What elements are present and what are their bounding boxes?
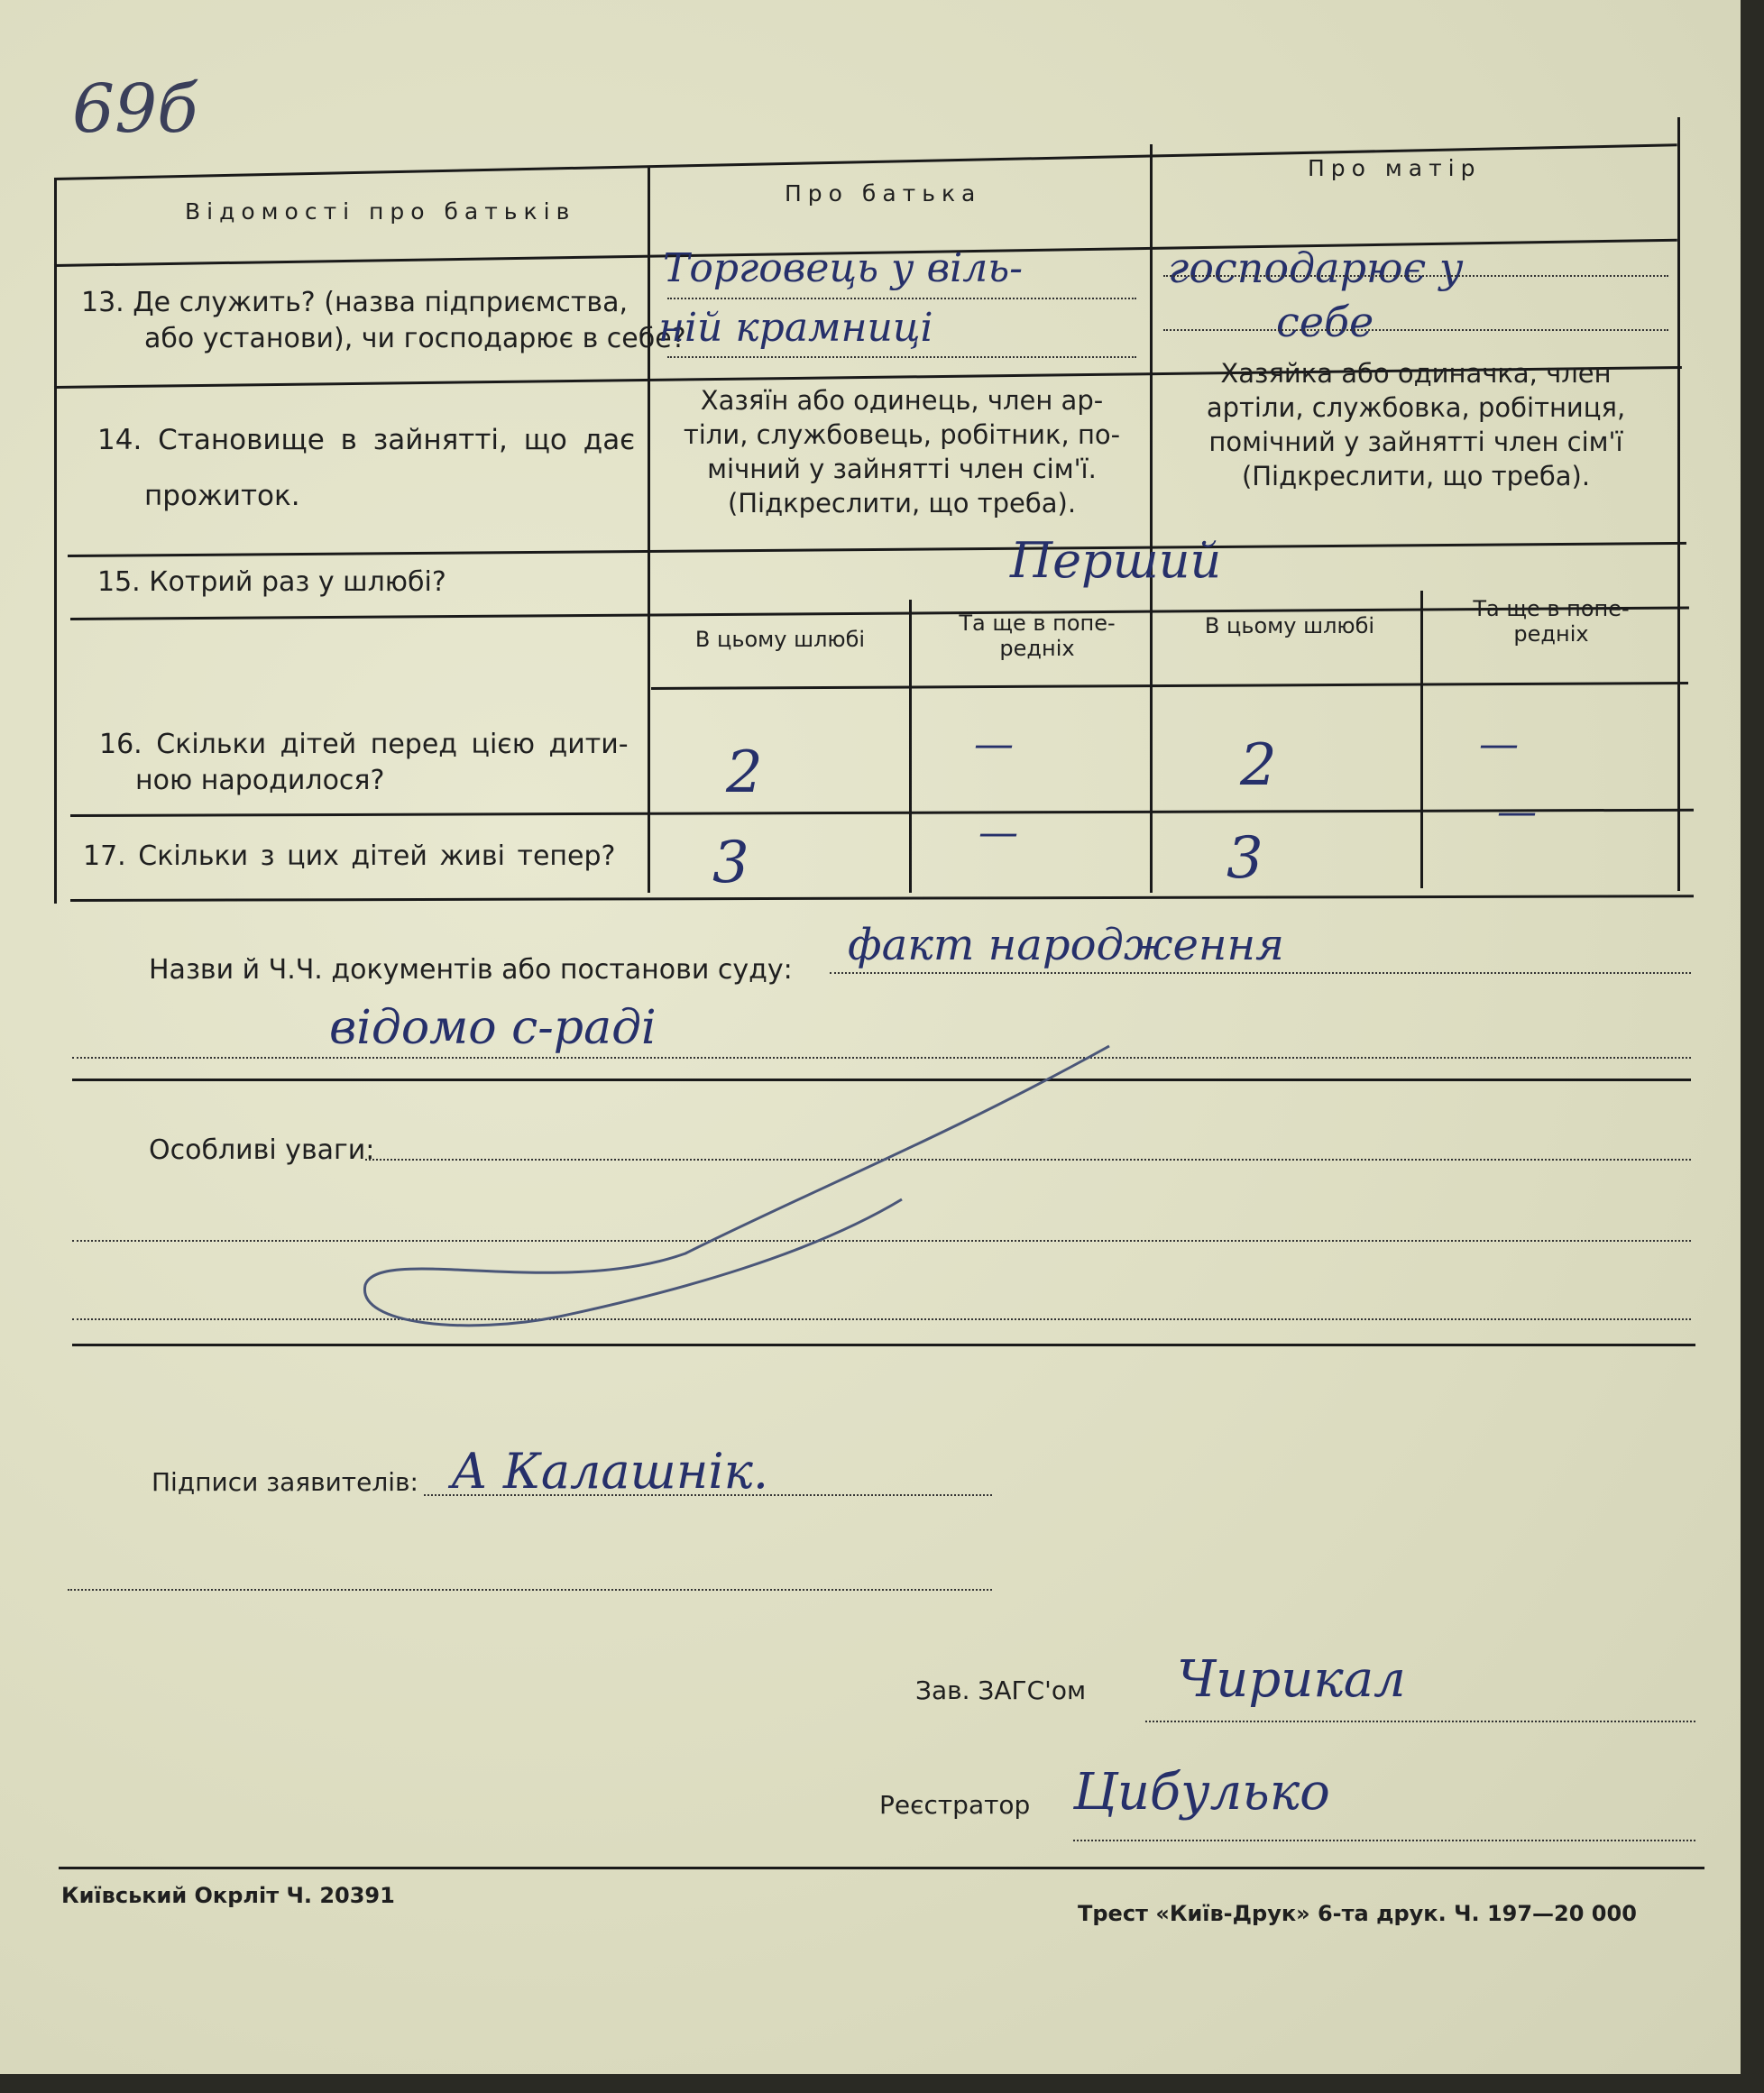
row16-mother-this: 2 [1240,732,1277,799]
row17-father-prev: — [978,810,1018,856]
row13-mother-value-line1: господарює у [1168,243,1464,292]
head-signature: Чирикал [1177,1650,1406,1709]
row15-value: Перший [1010,532,1222,589]
row15-label: 15. Котрий раз у шлюбі? [97,566,446,598]
documents-label: Назви й Ч.Ч. документів або постанови суду: [149,954,793,986]
row13-father-value-line1: Торговець у віль- [663,245,1024,291]
subheader-father-this-marriage: В цьому шлюбі [694,627,866,652]
subheader-mother-prev-line2: редніх [1513,621,1589,647]
row13-father-value-line2: ній крамниці [658,305,933,351]
subheader-mother-prev-line1: Та ще в попе- [1473,596,1630,621]
row17-label: 17. Скільки з цих дітей живі тепер? [83,840,616,872]
footer-right: Трест «Київ-Друк» 6-та друк. Ч. 197—20 000 [1078,1901,1637,1926]
subheader-father-prev-line1: Та ще в попе- [959,610,1116,636]
header-about-mother: Про матір [1308,155,1482,181]
head-label: Зав. ЗАГС'ом [915,1675,1087,1705]
row16-mother-prev: — [1479,721,1519,767]
section-divider-2 [72,1344,1695,1346]
registrar-signature: Цибулько [1073,1763,1330,1822]
subheader-mother-this-marriage: В цьому шлюбі [1204,613,1375,638]
row13-mother-value-line2: себе [1276,298,1374,346]
header-about-father: Про батька [785,180,982,207]
row17-father-this: 3 [712,830,749,896]
documents-value-line1: факт народження [848,920,1284,970]
page-number: 69б [72,70,198,148]
row17-mother-prev: — [1497,789,1537,835]
registrar-label: Реєстратор [879,1790,1031,1820]
row16-label-line2: ною народилося? [135,765,385,796]
header-parents-info: Відомості про батьків [185,198,576,225]
footer-rule [59,1867,1704,1869]
row13-label-line1: 13. Де служить? (назва підприємства, [81,287,629,318]
row16-label-line1: 16. Скільки дітей перед цією дити- [99,729,629,760]
documents-value-line2: відомо с-раді [329,1001,657,1055]
document-page: 69б Відомості про батьків Про батька Про матір 13. Де служить? (назва підприємства, або установи), чи господарює в себе? Торговець у віль- ній крамниці господарює у себе 14. Становище в зайнятті, що дає прожиток. Хазяїн або одинець, член ар- тіли, службовець, робітник, по- мічний у зайнятті член сім'ї. (Підкреслити, що треба). Хазяйка або одиначка, член артіли, службовка, робітниця, помічний у зайнятті член сім'ї (Підкреслити, що треба). 15. Котрий раз у шлюбі? Перший В цьому шлюбі Та ще в попе- редніх В цьому шлюбі Та ще в попе- редніх 16. Скільки дітей перед цією дити- ною народилося? 2 — 2 — 17. Скільки з цих дітей живі тепер? 3 — 3 — Назви й Ч.Ч. документів або постанови суду: факт народження відомо с-раді Особливі уваги: Підписи заявителів: А Калашнік. Зав. ЗАГС'ом Чирикал Реєстратор Цибулько Київський Окрліт Ч. 20391 Трест «Київ-Друк» 6-та друк. Ч. 197—20 000 [0,0,1741,2074]
row13-label-line2: або установи), чи господарює в себе? [144,323,686,354]
section-divider [72,1079,1691,1081]
subheader-father-prev-line2: редніх [999,636,1075,661]
row17-mother-this: 3 [1227,825,1263,892]
row16-father-prev: — [974,721,1014,767]
row14-label-line1: 14. Становище в зайнятті, що дає [97,424,636,456]
applicants-signature: А Калашнік. [451,1443,769,1500]
footer-left: Київський Окрліт Ч. 20391 [61,1883,395,1908]
notes-label: Особливі уваги: [149,1134,375,1166]
row16-father-this: 2 [726,739,763,806]
applicants-signature-label: Підписи заявителів: [152,1467,418,1497]
row14-label-line2: прожиток. [144,480,300,512]
